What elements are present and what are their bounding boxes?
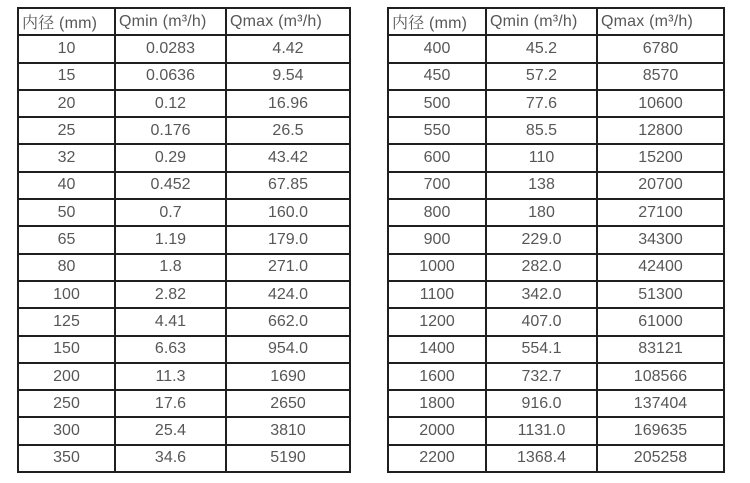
table-cell: 17.6 <box>115 390 226 417</box>
table-cell: 4.41 <box>115 308 226 335</box>
table-row <box>388 172 724 199</box>
table-cell: 12800 <box>597 117 724 144</box>
table-row <box>18 35 350 62</box>
table-cell: 900 <box>388 226 486 253</box>
table-row <box>388 90 724 117</box>
table-row <box>18 417 350 444</box>
table-cell: 450 <box>388 63 486 90</box>
table-cell: 1.19 <box>115 226 226 253</box>
table-cell: 110 <box>486 144 597 171</box>
table-cell: 180 <box>486 199 597 226</box>
table-row <box>388 63 724 90</box>
table-cell: 10600 <box>597 90 724 117</box>
table-body <box>18 35 350 472</box>
table-cell: 700 <box>388 172 486 199</box>
table-cell: 138 <box>486 172 597 199</box>
table-cell: 271.0 <box>226 254 350 281</box>
table-cell: 137404 <box>597 390 724 417</box>
table-cell: 0.12 <box>115 90 226 117</box>
table-cell: 0.7 <box>115 199 226 226</box>
table-row <box>18 199 350 226</box>
table-row <box>388 336 724 363</box>
table-row <box>388 417 724 444</box>
table-cell: 150 <box>18 336 115 363</box>
table-cell: 26.5 <box>226 117 350 144</box>
table-cell: 100 <box>18 281 115 308</box>
table-cell: 40 <box>18 172 115 199</box>
table-cell: 0.29 <box>115 144 226 171</box>
header-qmax: Qmax (m³/h) <box>597 8 724 35</box>
table-cell: 550 <box>388 117 486 144</box>
table-row <box>388 281 724 308</box>
table-body <box>388 35 724 472</box>
table-cell: 342.0 <box>486 281 597 308</box>
table-cell: 5190 <box>226 445 350 472</box>
table-row <box>18 363 350 390</box>
table-cell: 6.63 <box>115 336 226 363</box>
table-cell: 20700 <box>597 172 724 199</box>
table-cell: 4.42 <box>226 35 350 62</box>
table-cell: 2000 <box>388 417 486 444</box>
table-cell: 77.6 <box>486 90 597 117</box>
table-cell: 1000 <box>388 254 486 281</box>
table-cell: 61000 <box>597 308 724 335</box>
table-row <box>18 172 350 199</box>
table-cell: 954.0 <box>226 336 350 363</box>
table-cell: 800 <box>388 199 486 226</box>
table-row <box>388 445 724 472</box>
flow-range-tables <box>17 7 725 473</box>
table-row <box>18 90 350 117</box>
table-cell: 2650 <box>226 390 350 417</box>
table-row <box>18 336 350 363</box>
table-row <box>388 254 724 281</box>
table-cell: 67.85 <box>226 172 350 199</box>
table-cell: 83121 <box>597 336 724 363</box>
table-row <box>18 254 350 281</box>
table-row <box>388 390 724 417</box>
table-cell: 85.5 <box>486 117 597 144</box>
table-cell: 57.2 <box>486 63 597 90</box>
table-cell: 43.42 <box>226 144 350 171</box>
table-cell: 179.0 <box>226 226 350 253</box>
table-row <box>388 363 724 390</box>
flow-table-small-diameters <box>17 7 351 473</box>
table-cell: 229.0 <box>486 226 597 253</box>
table-cell: 125 <box>18 308 115 335</box>
header-inner-diameter: 内径 (mm) <box>388 8 486 35</box>
table-row <box>388 144 724 171</box>
table-row <box>18 226 350 253</box>
table-row <box>18 445 350 472</box>
table-cell: 0.0283 <box>115 35 226 62</box>
header-qmax: Qmax (m³/h) <box>226 8 350 35</box>
table-cell: 500 <box>388 90 486 117</box>
header-inner-diameter: 内径 (mm) <box>18 8 115 35</box>
table-cell: 16.96 <box>226 90 350 117</box>
table-cell: 1400 <box>388 336 486 363</box>
table-cell: 1368.4 <box>486 445 597 472</box>
table-row <box>18 281 350 308</box>
table-cell: 205258 <box>597 445 724 472</box>
table-cell: 1100 <box>388 281 486 308</box>
table-cell: 15200 <box>597 144 724 171</box>
table-cell: 200 <box>18 363 115 390</box>
table-cell: 160.0 <box>226 199 350 226</box>
table-cell: 0.176 <box>115 117 226 144</box>
table-cell: 250 <box>18 390 115 417</box>
table-row <box>388 117 724 144</box>
table-row <box>18 63 350 90</box>
table-cell: 80 <box>18 254 115 281</box>
table-cell: 45.2 <box>486 35 597 62</box>
table-cell: 11.3 <box>115 363 226 390</box>
table-cell: 9.54 <box>226 63 350 90</box>
table-cell: 554.1 <box>486 336 597 363</box>
table-row <box>388 226 724 253</box>
table-cell: 1800 <box>388 390 486 417</box>
table-row <box>18 308 350 335</box>
table-row <box>18 144 350 171</box>
table-cell: 1200 <box>388 308 486 335</box>
table-cell: 282.0 <box>486 254 597 281</box>
table-cell: 407.0 <box>486 308 597 335</box>
table-cell: 400 <box>388 35 486 62</box>
table-header-row <box>18 8 350 35</box>
table-cell: 916.0 <box>486 390 597 417</box>
table-cell: 732.7 <box>486 363 597 390</box>
table-cell: 0.452 <box>115 172 226 199</box>
table-cell: 34.6 <box>115 445 226 472</box>
header-qmin: Qmin (m³/h) <box>115 8 226 35</box>
table-row <box>18 390 350 417</box>
table-cell: 662.0 <box>226 308 350 335</box>
table-cell: 350 <box>18 445 115 472</box>
table-cell: 600 <box>388 144 486 171</box>
table-cell: 1.8 <box>115 254 226 281</box>
table-row <box>18 117 350 144</box>
table-cell: 8570 <box>597 63 724 90</box>
table-cell: 42400 <box>597 254 724 281</box>
table-cell: 20 <box>18 90 115 117</box>
table-cell: 15 <box>18 63 115 90</box>
header-qmin: Qmin (m³/h) <box>486 8 597 35</box>
table-cell: 424.0 <box>226 281 350 308</box>
table-cell: 6780 <box>597 35 724 62</box>
table-cell: 2200 <box>388 445 486 472</box>
table-row <box>388 199 724 226</box>
table-cell: 169635 <box>597 417 724 444</box>
table-cell: 34300 <box>597 226 724 253</box>
table-cell: 1690 <box>226 363 350 390</box>
table-cell: 1131.0 <box>486 417 597 444</box>
table-header-row <box>388 8 724 35</box>
table-cell: 50 <box>18 199 115 226</box>
table-row <box>388 35 724 62</box>
table-cell: 25.4 <box>115 417 226 444</box>
flow-table-large-diameters <box>387 7 725 473</box>
table-cell: 27100 <box>597 199 724 226</box>
table-cell: 65 <box>18 226 115 253</box>
table-row <box>388 308 724 335</box>
table-cell: 0.0636 <box>115 63 226 90</box>
table-cell: 300 <box>18 417 115 444</box>
table-cell: 108566 <box>597 363 724 390</box>
table-cell: 32 <box>18 144 115 171</box>
table-cell: 1600 <box>388 363 486 390</box>
table-cell: 25 <box>18 117 115 144</box>
table-cell: 3810 <box>226 417 350 444</box>
table-cell: 51300 <box>597 281 724 308</box>
table-cell: 10 <box>18 35 115 62</box>
table-cell: 2.82 <box>115 281 226 308</box>
